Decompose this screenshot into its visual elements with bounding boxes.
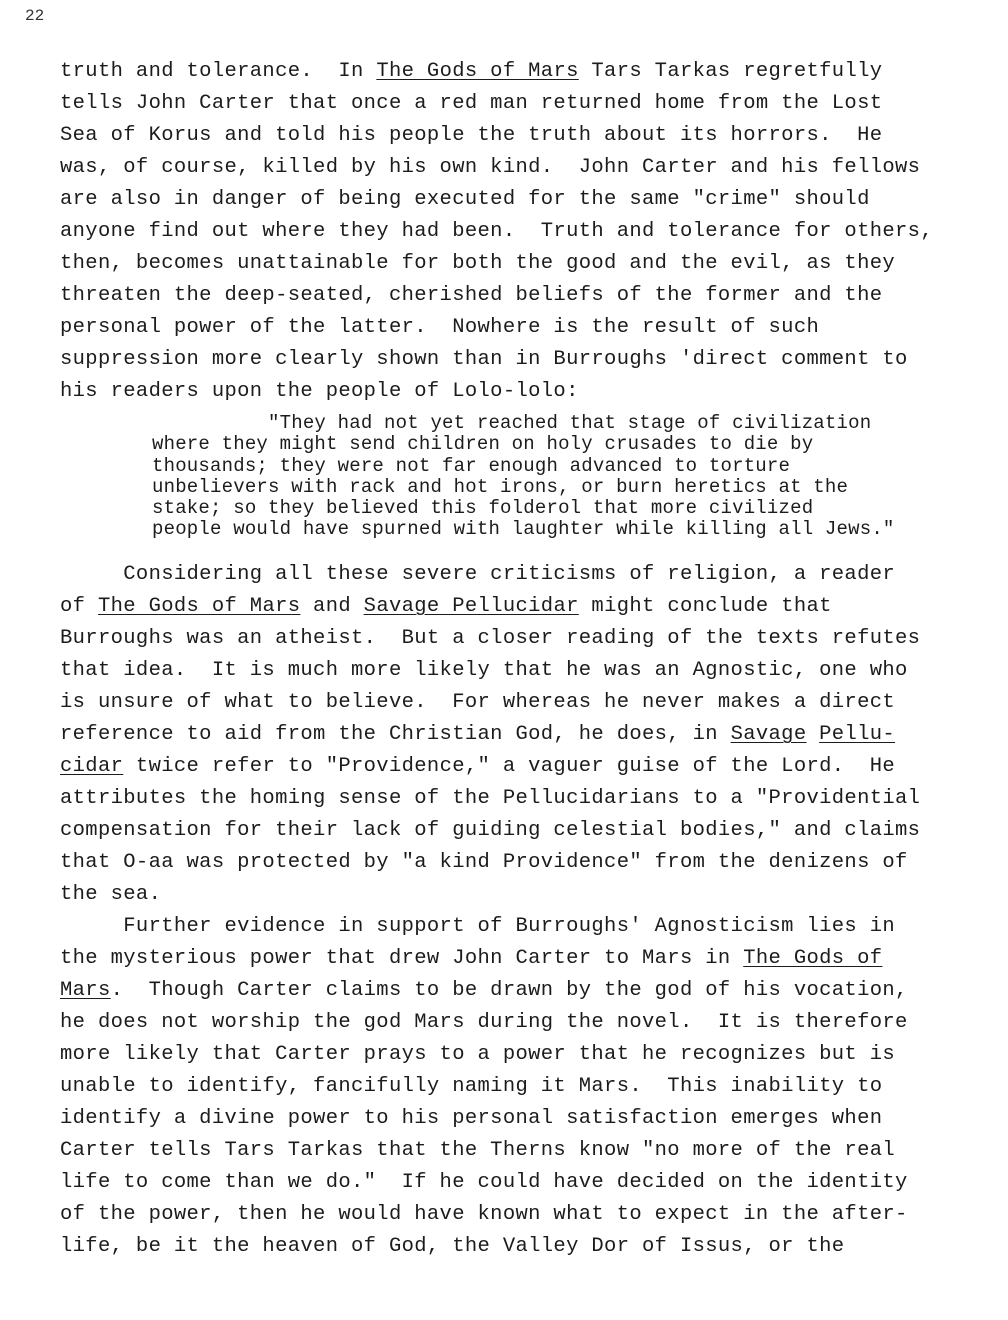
text-segment: are also in danger of being executed for the same "crime" should <box>60 188 870 211</box>
text-segment: his readers upon the people of Lolo-lolo: <box>60 380 579 403</box>
text-line <box>60 943 990 975</box>
text-segment: then, becomes unattainable for both the good and the evil, as they <box>60 252 896 275</box>
underlined-title: Savage <box>730 723 807 746</box>
text-line <box>60 719 990 751</box>
text-line <box>60 184 990 216</box>
text-line <box>60 751 990 783</box>
text-line <box>60 591 990 623</box>
text-segment: life, be it the heaven of God, the Valley Dor of Issus, or the <box>60 1235 845 1258</box>
text-segment: Burroughs was an atheist. But a closer reading of the texts refutes <box>60 627 921 650</box>
text-line <box>60 248 990 280</box>
text-segment: reference to aid from the Christian God, he does, in <box>60 723 731 746</box>
text-segment: twice refer to "Providence," a vaguer guise of the Lord. He <box>123 755 896 778</box>
text-segment: identify a divine power to his personal satisfaction emerges when <box>60 1107 883 1130</box>
text-segment: Sea of Korus and told his people the truth about its horrors. He <box>60 124 883 147</box>
text-segment: life to come than we do." If he could have decided on the identity <box>60 1171 908 1194</box>
text-line <box>60 783 990 815</box>
text-line <box>60 1071 990 1103</box>
text-line <box>60 911 990 943</box>
underlined-title: cidar <box>60 755 124 778</box>
text-line <box>152 456 992 477</box>
text-segment: more likely that Carter prays to a power that he recognizes but is <box>60 1043 896 1066</box>
text-line <box>60 1039 990 1071</box>
text-segment: the mysterious power that drew John Carter to Mars in <box>60 947 744 970</box>
text-line <box>60 152 990 184</box>
text-segment: truth and tolerance. In <box>60 60 377 83</box>
text-line <box>60 1167 990 1199</box>
text-segment: compensation for their lack of guiding celestial bodies," and claims <box>60 819 921 842</box>
paragraph-truth-and-tolerance <box>60 56 990 408</box>
text-line <box>60 312 990 344</box>
text-line <box>60 1007 990 1039</box>
text-segment: Considering all these severe criticisms of religion, a reader <box>60 563 896 586</box>
underlined-title: The Gods of Mars <box>97 595 301 618</box>
page-number: 22 <box>25 7 45 25</box>
text-segment: personal power of the latter. Nowhere is the result of such <box>60 316 820 339</box>
text-line <box>60 120 990 152</box>
text-segment: Carter tells Tars Tarkas that the Therns know "no more of the real <box>60 1139 896 1162</box>
text-line <box>60 879 990 911</box>
text-segment: tells John Carter that once a red man returned home from the Lost <box>60 92 883 115</box>
text-segment: thousands; they were not far enough advanced to torture <box>152 454 791 477</box>
text-line <box>60 376 990 408</box>
text-line <box>60 655 990 687</box>
text-line <box>60 216 990 248</box>
text-segment: unbelievers with rack and hot irons, or burn heretics at the <box>152 475 849 498</box>
text-segment: he does not worship the god Mars during the novel. It is therefore <box>60 1011 908 1034</box>
text-segment: is unsure of what to believe. For whereas he never makes a direct <box>60 691 896 714</box>
text-segment: might conclude that <box>578 595 832 618</box>
text-segment: that O-aa was protected by "a kind Providence" from the denizens of <box>60 851 908 874</box>
text-segment <box>806 723 819 746</box>
text-segment: the sea. <box>60 883 162 906</box>
paragraph-agnosticism <box>60 559 990 1263</box>
text-line <box>60 623 990 655</box>
text-line <box>60 559 990 591</box>
text-line <box>152 413 992 434</box>
text-segment: suppression more clearly shown than in Burroughs 'direct comment to <box>60 348 908 371</box>
text-segment: of <box>60 595 98 618</box>
text-line <box>60 1103 990 1135</box>
text-segment: where they might send children on holy crusades to die by <box>152 433 814 456</box>
text-segment: attributes the homing sense of the Pellucidarians to a "Providential <box>60 787 921 810</box>
text-line <box>60 815 990 847</box>
underlined-title: The Gods of <box>743 947 883 970</box>
text-segment: Tars Tarkas regretfully <box>578 60 883 83</box>
text-segment: unable to identify, fancifully naming it Mars. This inability to <box>60 1075 883 1098</box>
text-line <box>60 1199 990 1231</box>
text-segment: . Though Carter claims to be drawn by the god of his vocation, <box>110 979 908 1002</box>
text-segment: was, of course, killed by his own kind. John Carter and his fellows <box>60 156 921 179</box>
text-line <box>152 498 992 519</box>
text-segment: Further evidence in support of Burroughs' Agnosticism lies in <box>60 915 896 938</box>
text-segment: stake; so they believed this folderol that more civilized <box>152 497 814 520</box>
text-segment: that idea. It is much more likely that he was an Agnostic, one who <box>60 659 908 682</box>
underlined-title: Mars <box>60 979 111 1002</box>
text-line <box>60 975 990 1007</box>
text-segment: "They had not yet reached that stage of civilization <box>152 412 872 434</box>
text-line <box>152 519 992 540</box>
text-line <box>60 687 990 719</box>
text-line <box>60 344 990 376</box>
text-line <box>60 847 990 879</box>
text-segment: people would have spurned with laughter while killing all Jews." <box>152 518 895 541</box>
text-line <box>60 280 990 312</box>
underlined-title: Pellu- <box>819 723 896 746</box>
text-segment: threaten the deep-seated, cherished beliefs of the former and the <box>60 284 883 307</box>
text-line <box>60 1231 990 1263</box>
text-line <box>60 56 990 88</box>
underlined-title: Savage Pellucidar <box>363 595 579 618</box>
underlined-title: The Gods of Mars <box>376 60 579 83</box>
text-line <box>60 88 990 120</box>
text-segment: anyone find out where they had been. Truth and tolerance for others, <box>60 220 933 243</box>
text-line <box>152 477 992 498</box>
text-line <box>60 1135 990 1167</box>
block-quote-lolo-lolo <box>152 413 992 541</box>
text-line <box>152 434 992 455</box>
text-segment: and <box>300 595 364 618</box>
text-segment: of the power, then he would have known what to expect in the after- <box>60 1203 908 1226</box>
